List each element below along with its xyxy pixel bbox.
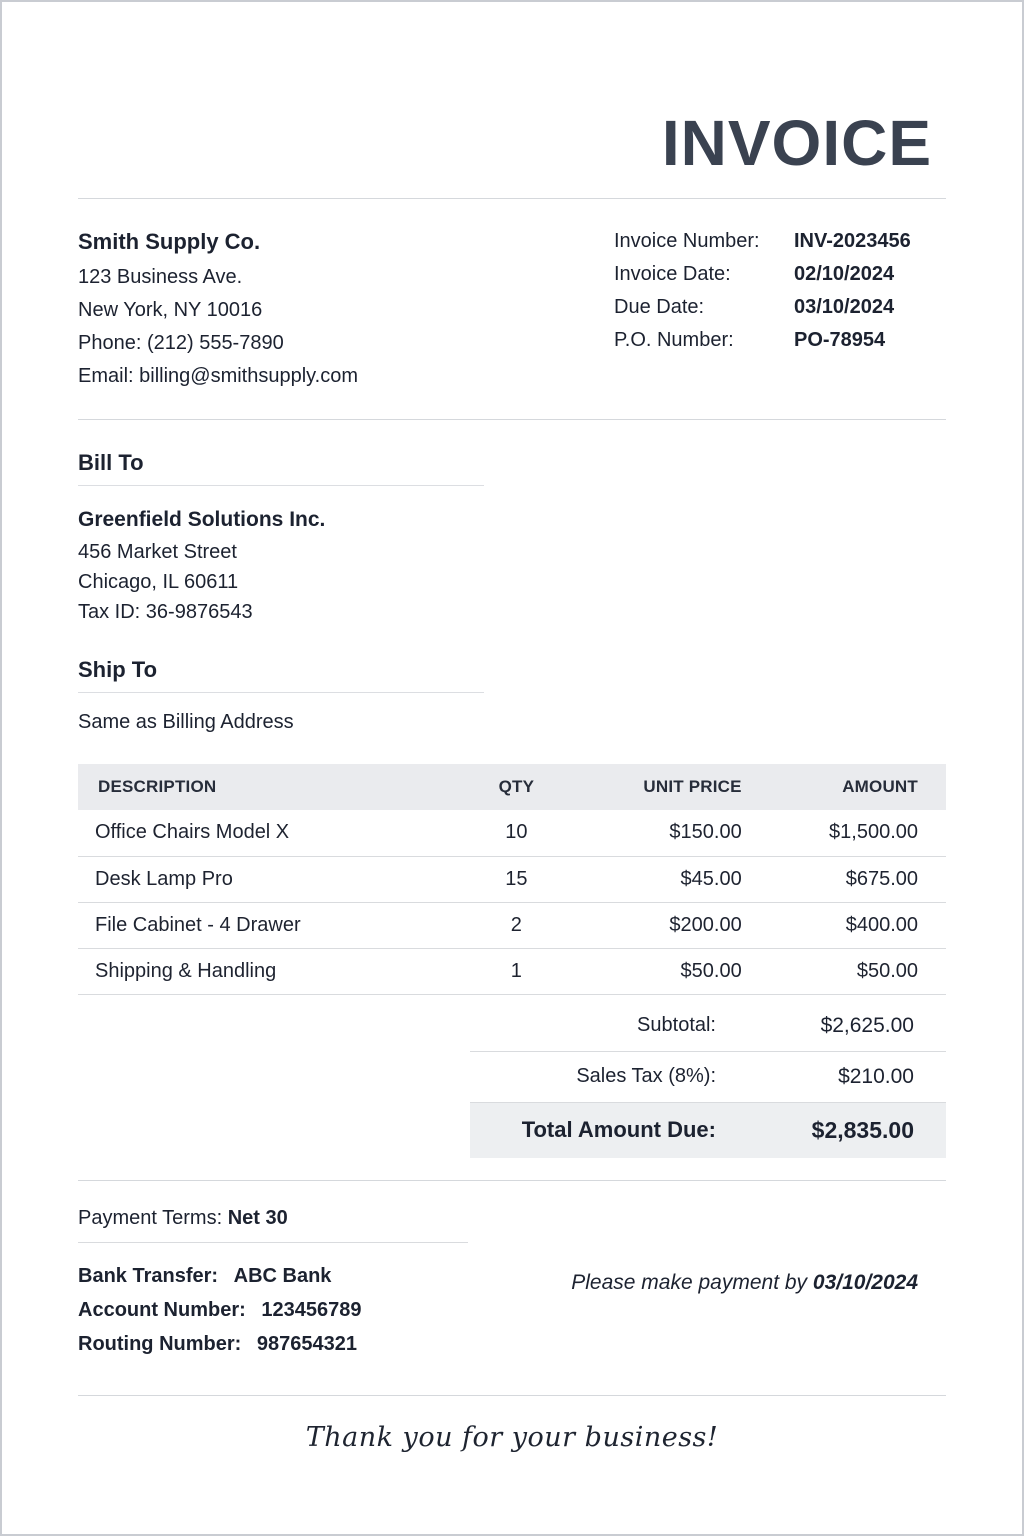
sales-tax-row [470, 1052, 946, 1103]
routing-number-value: 987654321 [256, 1332, 357, 1355]
bank-details [78, 1259, 468, 1361]
payment-terms-label: Payment Terms: [78, 1206, 223, 1229]
account-number-value: 123456789 [261, 1298, 362, 1321]
invoice-title: INVOICE [661, 107, 932, 179]
sales-tax-value: $210.00 [838, 1064, 914, 1088]
payment-reminder-text: Please make payment by [571, 1270, 808, 1294]
item-description: File Cabinet - 4 Drawer [78, 902, 460, 948]
bill-to-address-line1: 456 Market Street [78, 541, 237, 564]
payment-reminder [571, 1271, 946, 1361]
subtotal-row [470, 1001, 946, 1052]
bank-transfer-label: Bank Transfer: [78, 1264, 219, 1287]
column-header-unit-price: UNIT PRICE [573, 764, 764, 810]
table-row [78, 948, 946, 994]
item-amount: $1,500.00 [764, 810, 946, 856]
meta-value: 03/10/2024 [794, 296, 895, 319]
table-row [78, 902, 946, 948]
meta-value: 02/10/2024 [794, 263, 895, 286]
payment-section [78, 1207, 946, 1361]
item-description: Shipping & Handling [78, 948, 460, 994]
item-qty: 10 [460, 810, 573, 856]
payment-reminder-date: 03/10/2024 [812, 1270, 918, 1294]
bill-to-name: Greenfield Solutions Inc. [78, 508, 326, 532]
bill-to-heading: Bill To [78, 450, 484, 486]
footer-divider [78, 1395, 946, 1396]
header-divider [78, 419, 946, 420]
payment-terms [78, 1207, 468, 1243]
bill-to-address [78, 504, 946, 627]
item-unit-price: $50.00 [573, 948, 764, 994]
sales-tax-label: Sales Tax (8%): [576, 1065, 716, 1088]
company-name: Smith Supply Co. [78, 229, 261, 255]
title-divider [78, 198, 946, 199]
footer-message: Thank you for your business! [305, 1421, 719, 1453]
item-description: Office Chairs Model X [78, 810, 460, 856]
subtotal-value: $2,625.00 [820, 1013, 914, 1037]
item-unit-price: $45.00 [573, 856, 764, 902]
bank-transfer-value: ABC Bank [233, 1264, 332, 1287]
meta-label: Due Date: [614, 296, 705, 319]
meta-label: Invoice Date: [614, 263, 731, 286]
item-description: Desk Lamp Pro [78, 856, 460, 902]
table-row [78, 810, 946, 856]
column-header-amount: AMOUNT [764, 764, 946, 810]
items-table-header [78, 764, 946, 810]
meta-label: Invoice Number: [614, 230, 760, 253]
column-header-qty: QTY [460, 764, 573, 810]
company-email: Email: billing@smithsupply.com [78, 365, 359, 388]
item-qty: 15 [460, 856, 573, 902]
total-amount-due-value: $2,835.00 [811, 1116, 914, 1143]
total-amount-due-label: Total Amount Due: [521, 1117, 716, 1143]
company-address-line1: 123 Business Ave. [78, 266, 243, 289]
ship-to-note: Same as Billing Address [78, 711, 294, 734]
item-unit-price: $150.00 [573, 810, 764, 856]
company-address-line2: New York, NY 10016 [78, 299, 263, 322]
meta-value: PO-78954 [794, 329, 886, 352]
totals-section [470, 1001, 946, 1158]
bill-to-tax-id: Tax ID: 36-9876543 [78, 601, 253, 624]
item-unit-price: $200.00 [573, 902, 764, 948]
item-qty: 2 [460, 902, 573, 948]
meta-row-due-date [614, 291, 946, 324]
bank-transfer-row [78, 1259, 468, 1293]
meta-row-invoice-date [614, 258, 946, 291]
items-table [78, 764, 946, 995]
subtotal-label: Subtotal: [637, 1014, 716, 1037]
company-phone: Phone: (212) 555-7890 [78, 332, 284, 355]
item-amount: $50.00 [764, 948, 946, 994]
column-header-description: DESCRIPTION [78, 764, 460, 810]
total-amount-due-row [470, 1103, 946, 1158]
bill-to-address-line2: Chicago, IL 60611 [78, 571, 239, 594]
table-row [78, 856, 946, 902]
account-number-label: Account Number: [78, 1298, 246, 1321]
account-number-row [78, 1293, 468, 1327]
payment-details [78, 1207, 468, 1361]
invoice-meta [614, 225, 946, 393]
meta-row-po-number [614, 324, 946, 357]
meta-row-invoice-number [614, 225, 946, 258]
ship-to-heading: Ship To [78, 657, 484, 693]
item-qty: 1 [460, 948, 573, 994]
item-amount: $400.00 [764, 902, 946, 948]
totals-divider [78, 1180, 946, 1181]
company-info [78, 225, 358, 393]
routing-number-label: Routing Number: [78, 1332, 242, 1355]
header-info [78, 225, 946, 393]
meta-value: INV-2023456 [794, 230, 911, 253]
routing-number-row [78, 1327, 468, 1361]
payment-terms-value: Net 30 [227, 1206, 288, 1229]
header-row [78, 764, 946, 810]
meta-label: P.O. Number: [614, 329, 734, 352]
item-amount: $675.00 [764, 856, 946, 902]
